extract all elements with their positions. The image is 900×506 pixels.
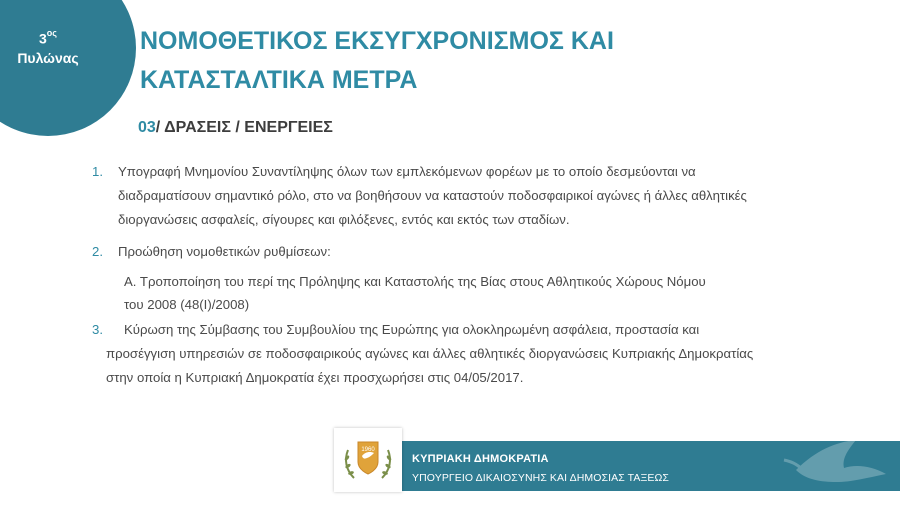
list-item-line: διαδραματίσουν σημαντικό ρόλο, στο να βοηθήσουν να καταστούν ποδοσφαιρικοί αγώνες ή άλλες αθλητικές [118,188,747,203]
list-item-number: 3. [92,322,103,337]
pillar-label [0,26,96,68]
footer-republic: ΚΥΠΡΙΑΚΗ ΔΗΜΟΚΡΑΤΙΑ [412,453,549,465]
section-subtitle [138,119,333,137]
sub-item-line: του 2008 (48(Ι)/2008) [124,297,250,312]
list-item-number: 2. [92,244,103,259]
section-number: 03 [138,119,156,136]
cyprus-coat-of-arms-icon [334,428,402,492]
list-item-line: προσέγγιση υπηρεσιών σε ποδοσφαιρικούς αγώνες και άλλες αθλητικές διοργανώσεις Κυπριακής Δημοκρατίας [106,346,754,361]
title-line-2: ΚΑΤΑΣΤΑΛΤΙΚΑ ΜΕΤΡΑ [140,66,418,94]
section-heading: / ΔΡΑΣΕΙΣ / ΕΝΕΡΓΕΙΕΣ [155,119,333,136]
sub-item-line: Α. Τροποποίηση του περί της Πρόληψης και Καταστολής της Βίας στους Αθλητικούς Χώρους Νόμου [124,274,706,289]
title-line-1: ΝΟΜΟΘΕΤΙΚΟΣ ΕΚΣΥΓΧΡΟΝΙΣΜΟΣ ΚΑΙ [140,27,614,55]
pillar-badge [0,0,136,136]
list-item-line: Κύρωση της Σύμβασης του Συμβουλίου της Ευρώπης για ολοκληρωμένη ασφάλεια, προστασία και [124,322,700,337]
list-item-line: διοργανώσεις ασφαλείς, σίγουρες και φιλόξενες, εντός και εκτός των σταδίων. [118,212,570,227]
page-title [140,22,860,100]
list-item-line: Προώθηση νομοθετικών ρυθμίσεων: [118,244,331,259]
pillar-ordinal: ος [46,28,57,38]
footer-ministry: ΥΠΟΥΡΓΕΙΟ ΔΙΚΑΙΟΣΥΝΗΣ ΚΑΙ ΔΗΜΟΣΙΑΣ ΤΑΞΕΩΣ [412,472,670,484]
pillar-word: Πυλώνας [17,49,79,66]
pillar-number: 3 [39,30,47,47]
list-item-line: Υπογραφή Μνημονίου Συναντίληψης όλων των εμπλεκόμενων φορέων με το οποίο δεσμεύονται να [118,164,696,179]
dove-icon [776,430,896,500]
svg-text:1960: 1960 [361,447,375,453]
list-item-line: στην οποία η Κυπριακή Δημοκρατία έχει προσχωρήσει στις 04/05/2017. [106,370,524,385]
list-item-number: 1. [92,164,103,179]
